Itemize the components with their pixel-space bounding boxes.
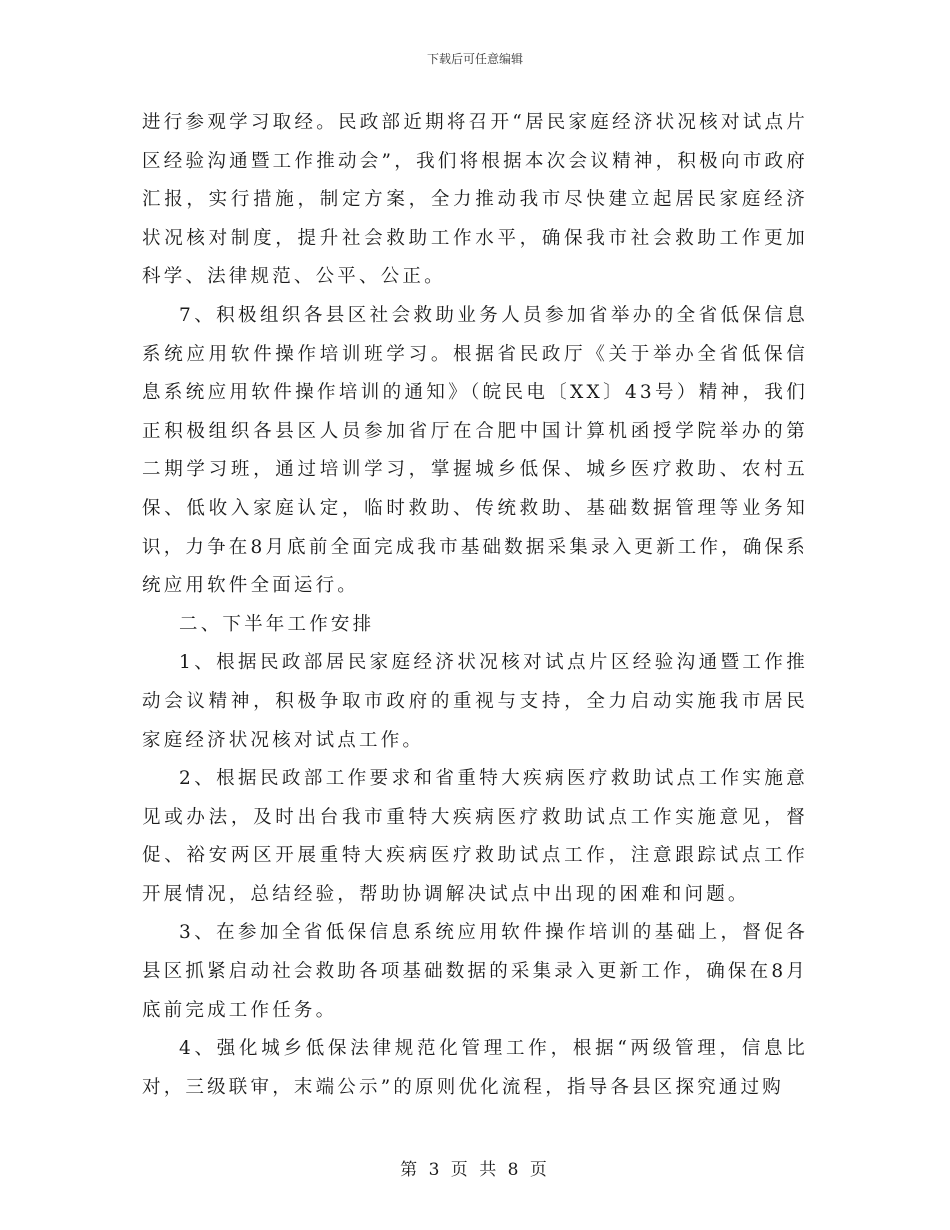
page-label-middle: 页 共 — [450, 1160, 500, 1180]
page-total: 8 — [507, 1160, 522, 1180]
paragraph: 1、根据民政部居民家庭经济状况核对试点片区经验沟通暨工作推动会议精神，积极争取市政府的重视与支持，全力启动实施我市居民家庭经济状况核对试点工作。 — [142, 652, 808, 751]
page-current: 3 — [428, 1160, 443, 1180]
paragraph: 进行参观学习取经。民政部近期将召开“居民家庭经济状况核对试点片区经验沟通暨工作推动会”，我们将根据本次会议精神，积极向市政府汇报，实行措施，制定方案，全力推动我市尽快建立起居民家庭经济状况核对制度，提升社会救助工作水平，确保我市社会救助工作更加科学、法律规范、公平、公正。 — [142, 112, 808, 288]
section-heading: 二、下半年工作安排 — [179, 613, 375, 635]
header-note: 下载后可任意编辑 — [426, 52, 523, 66]
document-body — [142, 104, 808, 1107]
paragraph: 7、积极组织各县区社会救助业务人员参加省举办的全省低保信息系统应用软件操作培训班学习。根据省民政厅《关于举办全省低保信息系统应用软件操作培训的通知》（皖民电〔XX〕43号）精神，我们正积极组织各县区人员参加省厅在合肥中国计算机函授学院举办的第二期学习班，通过培训学习，掌握城乡低保、城乡医疗救助、农村五保、低收入家庭认定，临时救助、传统救助、基础数据管理等业务知识，力争在8月底前全面完成我市基础数据采集录入更新工作，确保系统应用软件全面运行。 — [142, 304, 808, 597]
paragraph: 4、强化城乡低保法律规范化管理工作，根据“两级管理，信息比对，三级联审，末端公示”的原则优化流程，指导各县区探究通过购 — [142, 1038, 808, 1098]
page-label-suffix: 页 — [529, 1160, 550, 1180]
paragraph: 3、在参加全省低保信息系统应用软件操作培训的基础上，督促各县区抓紧启动社会救助各项基础数据的采集录入更新工作，确保在8月底前完成工作任务。 — [142, 922, 808, 1021]
paragraph: 2、根据民政部工作要求和省重特大疾病医疗救助试点工作实施意见或办法，及时出台我市重特大疾病医疗救助试点工作实施意见，督促、裕安两区开展重特大疾病医疗救助试点工作，注意跟踪试点工作开展情况，总结经验，帮助协调解决试点中出现的困难和问题。 — [142, 768, 808, 905]
page-label-prefix: 第 — [400, 1160, 421, 1180]
page-footer — [0, 1155, 950, 1180]
